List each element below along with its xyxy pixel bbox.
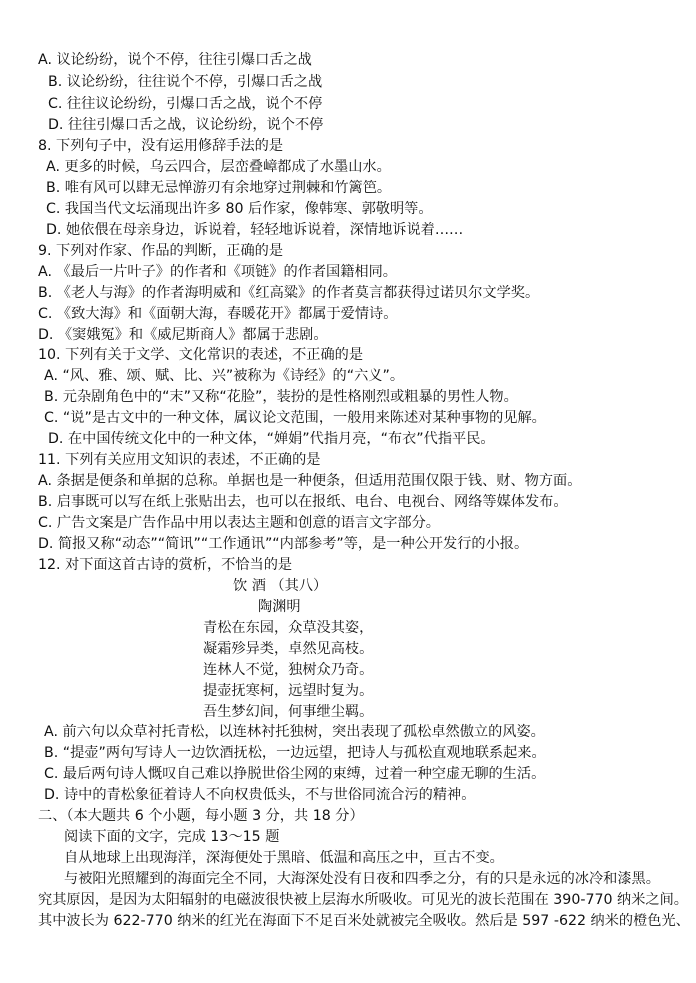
q7-option-d: D. 往往引爆口舌之战，议论纷纷，说个不停 [48, 117, 324, 133]
passage-line: 与被阳光照耀到的海面完全不同，大海深处没有日夜和四季之分，有的只是永远的冰冷和漆黑。 [64, 871, 660, 887]
q7-option-b: B. 议论纷纷，往往说个不停，引爆口舌之战 [48, 74, 323, 90]
q11-option-c: C. 广告文案是广告作品中用以表达主题和创意的语言文字部分。 [38, 515, 440, 531]
q8-stem: 8. 下列句子中，没有运用修辞手法的是 [38, 138, 284, 154]
q10-stem: 10. 下列有关于文学、文化常识的表述，不正确的是 [38, 347, 364, 363]
q9-option-c: C. 《致大海》和《面朝大海，春暖花开》都属于爱情诗。 [38, 306, 398, 322]
q11-option-b: B. 启事既可以写在纸上张贴出去，也可以在报纸、电台、电视台、网络等媒体发布。 [38, 494, 568, 510]
q12-option-b: B. “提壶”两句写诗人一边饮酒抚松，一边远望，把诗人与孤松直观地联系起来。 [44, 745, 546, 761]
q12-option-a: A. 前六句以众草衬托青松，以连林衬托独树，突出表现了孤松卓然傲立的风姿。 [44, 724, 545, 740]
q8-option-a: A. 更多的时候，乌云四合，层峦叠嶂都成了水墨山水。 [46, 159, 391, 175]
poem-line: 凝霜殄异类，卓然见高枝。 [203, 641, 374, 657]
poem-line: 青松在东园，众草没其姿， [203, 620, 374, 636]
reading-instruction: 阅读下面的文字，完成 13～15 题 [64, 829, 280, 845]
poem-line: 提壶抚寒柯，远望时复为。 [203, 683, 374, 699]
q9-stem: 9. 下列对作家、作品的判断，正确的是 [38, 243, 284, 259]
q8-option-c: C. 我国当代文坛涌现出许多 80 后作家，像韩寒、郭敬明等。 [46, 201, 433, 217]
q8-option-d: D. 她依偎在母亲身边，诉说着，轻轻地诉说着，深情地诉说着…… [46, 222, 464, 238]
passage-paragraph: 自从地球上出现海洋，深海便处于黑暗、低温和高压之中，亘古不变。 [64, 850, 504, 866]
q12-stem: 12. 对下面这首古诗的赏析，不恰当的是 [38, 557, 293, 573]
q11-option-d: D. 简报又称“动态”“简讯”“工作通讯”“内部参考”等，是一种公开发行的小报。 [38, 536, 529, 552]
q10-option-d: D. 在中国传统文化中的一种文体，“婵娟”代指月亮，“布衣”代指平民。 [48, 431, 495, 447]
q10-option-c: C. “说”是古文中的一种文体，属议论文范围，一般用来陈述对某种事物的见解。 [44, 410, 546, 426]
passage-line: 其中波长为 622-770 纳米的红光在海面下不足百米处就被完全吸收。然后是 597 -622 纳米的橙色光、 [38, 913, 690, 929]
q9-option-a: A. 《最后一片叶子》的作者和《项链》的作者国籍相同。 [38, 264, 397, 280]
q7-option-a: A. 议论纷纷，说个不停，往往引爆口舌之战 [38, 52, 312, 68]
poem-line: 吾生梦幻间，何事绁尘羁。 [203, 704, 374, 720]
q11-option-a: A. 条据是便条和单据的总称。单据也是一种便条，但适用范围仅限于钱、财、物方面。 [38, 473, 582, 489]
q10-option-b: B. 元杂剧角色中的“末”又称“花脸”，装扮的是性格刚烈或粗暴的男性人物。 [44, 389, 518, 405]
q7-option-c: C. 往往议论纷纷，引爆口舌之战，说个不停 [48, 96, 323, 112]
poem-title: 饮 酒 （其八） [233, 578, 328, 594]
poem-author: 陶渊明 [258, 599, 301, 615]
q8-option-b: B. 唯有风可以肆无忌惮游刃有余地穿过荆棘和竹篱笆。 [46, 180, 392, 196]
q12-option-c: C. 最后两句诗人慨叹自己难以挣脱世俗尘网的束缚，过着一种空虚无聊的生活。 [44, 766, 546, 782]
q9-option-d: D. 《窦娥冤》和《威尼斯商人》都属于悲剧。 [38, 327, 328, 343]
q10-option-a: A. “风、雅、颂、赋、比、兴”被称为《诗经》的“六义”。 [44, 368, 405, 384]
section-heading: 二、（本大题共 6 个小题，每小题 3 分，共 18 分） [38, 808, 364, 824]
q11-stem: 11. 下列有关应用文知识的表述，不正确的是 [38, 452, 321, 468]
passage-line: 究其原因，是因为太阳辐射的电磁波很快被上层海水所吸收。可见光的波长范围在 390-770 纳米之间。 [38, 892, 688, 908]
q12-option-d: D. 诗中的青松象征着诗人不向权贵低头，不与世俗同流合污的精神。 [44, 787, 476, 803]
q9-option-b: B. 《老人与海》的作者海明威和《红高粱》的作者莫言都获得过诺贝尔文学奖。 [38, 285, 540, 301]
poem-line: 连林人不觉，独树众乃奇。 [203, 662, 374, 678]
